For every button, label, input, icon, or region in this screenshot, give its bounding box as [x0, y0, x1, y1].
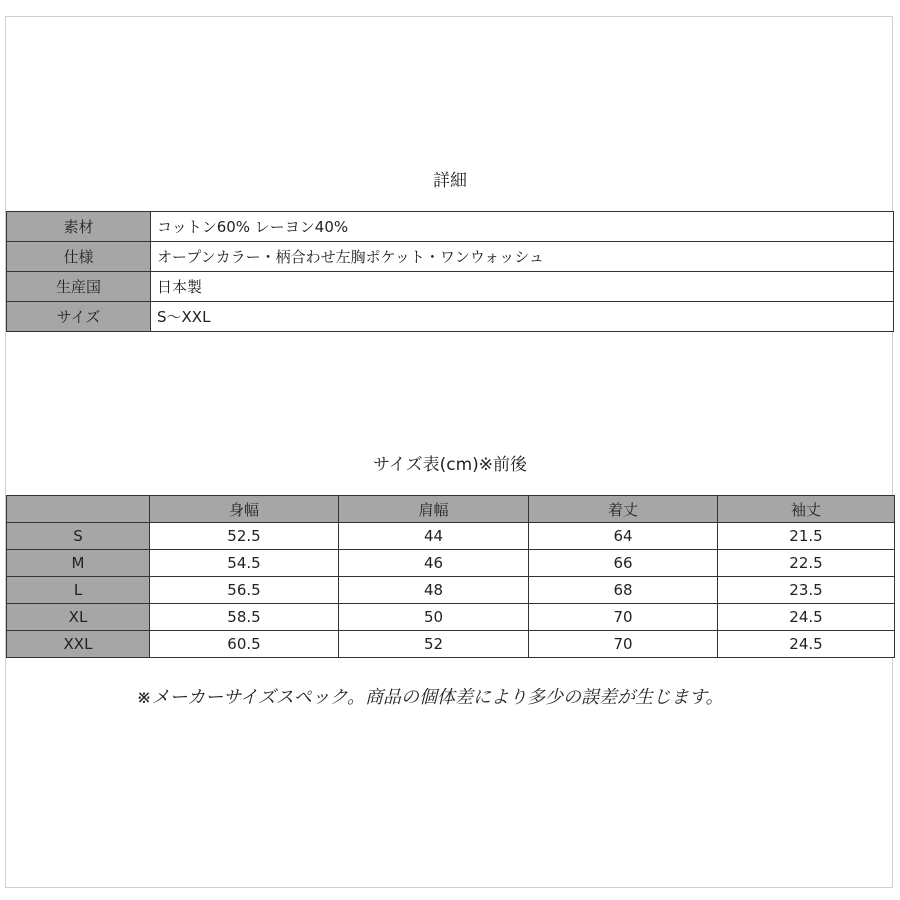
table-row	[7, 302, 894, 332]
size-label: M	[7, 550, 150, 577]
table-row	[7, 523, 895, 550]
header-cell-sleeve: 袖丈	[718, 496, 895, 523]
page-frame	[5, 16, 893, 888]
row-value: コットン60% レーヨン40%	[151, 212, 894, 242]
disclaimer-note: ※メーカーサイズスペック。商品の個体差により多少の誤差が生じます。	[136, 687, 724, 708]
size-chart-title: サイズ表(cm)※前後	[372, 455, 528, 475]
table-row	[7, 631, 895, 658]
cell: 68	[529, 577, 718, 604]
cell: 22.5	[718, 550, 895, 577]
cell: 52.5	[150, 523, 339, 550]
table-row	[7, 577, 895, 604]
header-cell-shoulder-width: 肩幅	[339, 496, 529, 523]
cell: 60.5	[150, 631, 339, 658]
table-row	[7, 212, 894, 242]
header-cell-blank	[7, 496, 150, 523]
row-label: 素材	[7, 212, 151, 242]
cell: 56.5	[150, 577, 339, 604]
header-cell-body-width: 身幅	[150, 496, 339, 523]
size-chart-table	[6, 495, 895, 658]
header-cell-length: 着丈	[529, 496, 718, 523]
details-table	[6, 211, 894, 332]
cell: 24.5	[718, 631, 895, 658]
cell: 23.5	[718, 577, 895, 604]
cell: 66	[529, 550, 718, 577]
cell: 21.5	[718, 523, 895, 550]
cell: 54.5	[150, 550, 339, 577]
cell: 58.5	[150, 604, 339, 631]
row-label: サイズ	[7, 302, 151, 332]
header-row	[7, 496, 895, 523]
row-value: 日本製	[151, 272, 894, 302]
cell: 46	[339, 550, 529, 577]
row-label: 仕様	[7, 242, 151, 272]
cell: 52	[339, 631, 529, 658]
size-label: S	[7, 523, 150, 550]
cell: 70	[529, 604, 718, 631]
row-value: オープンカラー・柄合わせ左胸ポケット・ワンウォッシュ	[151, 242, 894, 272]
size-label: XL	[7, 604, 150, 631]
size-label: L	[7, 577, 150, 604]
table-row	[7, 242, 894, 272]
row-value: S〜XXL	[151, 302, 894, 332]
row-label: 生産国	[7, 272, 151, 302]
cell: 48	[339, 577, 529, 604]
table-row	[7, 604, 895, 631]
size-label: XXL	[7, 631, 150, 658]
cell: 70	[529, 631, 718, 658]
table-row	[7, 550, 895, 577]
table-row	[7, 272, 894, 302]
cell: 64	[529, 523, 718, 550]
cell: 24.5	[718, 604, 895, 631]
details-title: 詳細	[433, 171, 467, 191]
cell: 50	[339, 604, 529, 631]
cell: 44	[339, 523, 529, 550]
